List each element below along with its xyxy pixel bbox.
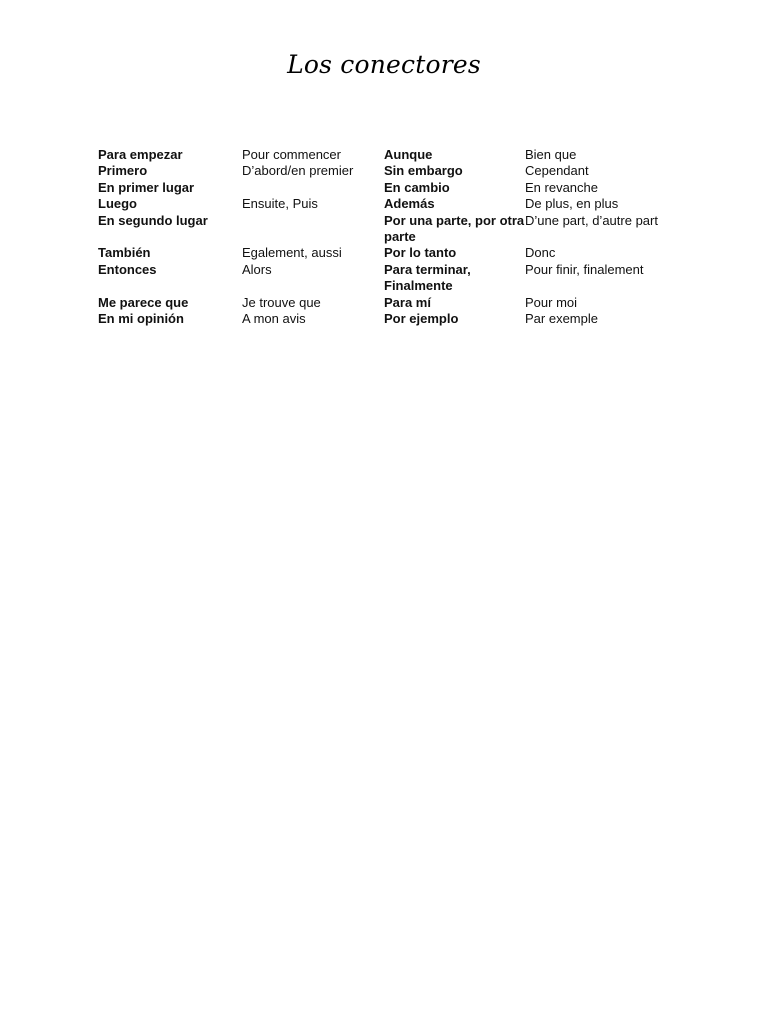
table-row [98, 295, 685, 311]
spanish-connector: Para empezar [98, 147, 183, 162]
spanish-connector: En segundo lugar [98, 212, 208, 228]
connectors-table [98, 147, 685, 327]
spanish-connector: Por lo tanto [384, 245, 457, 261]
table-row [98, 196, 685, 212]
french-translation: Par exemple [525, 311, 598, 327]
french-translation: Donc [525, 245, 556, 261]
spanish-connector: En primer lugar [98, 179, 195, 195]
spanish-connector: También [98, 245, 151, 261]
french-translation: A mon avis [242, 311, 306, 327]
french-translation: Ensuite, Puis [242, 196, 318, 212]
table-row [98, 163, 685, 179]
french-translation [242, 180, 384, 196]
french-translation: Je trouve que [242, 294, 321, 310]
table-row [98, 213, 685, 246]
french-translation: Pour moi [525, 294, 578, 310]
table-row [98, 147, 685, 163]
spanish-connector: Primero [98, 163, 148, 179]
table-row [98, 245, 685, 261]
spanish-connector: Además [384, 196, 435, 212]
spanish-connector: Para terminar, Finalmente [384, 261, 471, 294]
table-row [98, 180, 685, 196]
french-translation: Egalement, aussi [242, 245, 342, 261]
spanish-connector: Aunque [384, 147, 433, 162]
spanish-connector: Por una parte, por otra parte [384, 212, 525, 245]
french-translation: D’abord/en premier [242, 163, 354, 179]
french-translation: Alors [242, 261, 272, 277]
spanish-connector: Luego [98, 196, 137, 212]
page-title: Los conectores [287, 50, 481, 79]
french-translation: Cependant [525, 163, 589, 179]
french-translation: Pour commencer [242, 147, 341, 162]
french-translation: En revanche [525, 179, 598, 195]
french-translation [242, 213, 384, 246]
french-translation: Pour finir, finalement [525, 261, 644, 277]
french-translation: De plus, en plus [525, 196, 619, 212]
spanish-connector: Por ejemplo [384, 311, 459, 327]
table-row [98, 311, 685, 327]
spanish-connector: En mi opinión [98, 311, 184, 327]
spanish-connector: Sin embargo [384, 163, 463, 179]
spanish-connector: Para mí [384, 294, 431, 310]
spanish-connector: En cambio [384, 179, 450, 195]
spanish-connector: Me parece que [98, 294, 189, 310]
spanish-connector: Entonces [98, 261, 157, 277]
french-translation: Bien que [525, 147, 577, 162]
table-row [98, 262, 685, 295]
french-translation: D’une part, d’autre part [525, 212, 658, 228]
